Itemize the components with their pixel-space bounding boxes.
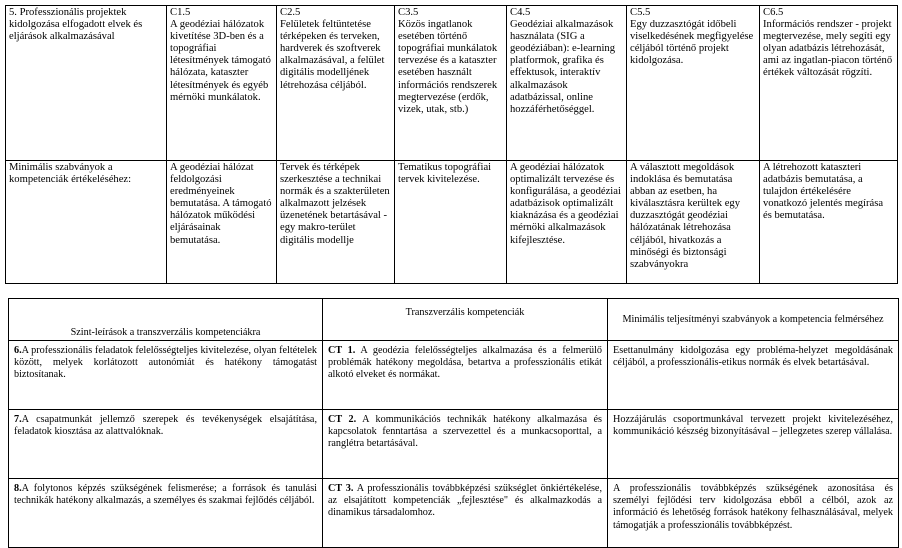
standard-cell-c1: A geodéziai hálózat feldolgozási eredményeinek bemutatása. A támogató hálózatok működési eljárásainak bemutatása. — [167, 161, 277, 284]
column-header-levels: Szint-leírások a transzverzális kompetenciákra — [9, 299, 323, 341]
competency-cell-c1 — [167, 6, 277, 161]
row-header-cell: Minimális szabványok a kompetenciák értékeléséhez: — [6, 161, 167, 284]
level-text: A professzionális feladatok felelősségteljes kivitelezése, olyan feltételek között, melyek korlátozott autonómiát és hatékony támogatást biztosítanak. — [14, 345, 317, 381]
level-text: A csapatmunkát jellemző szerepek és tevékenységek elsajátítása, feladatok kiosztása az alattvalóknak. — [14, 414, 317, 438]
ct-code: CT 2. — [328, 414, 357, 425]
ct-text: A professzionális továbbképzési szükséglet önkiértékelése, az elsajátított kompetenciák „fejlesztése" és alkalmazkodás a dinamikus társadalomhoz. — [328, 483, 602, 519]
competency-cell-c5 — [627, 6, 760, 161]
standards-row — [6, 161, 898, 284]
level-cell — [9, 341, 323, 410]
competency-text: Egy duzzasztógát időbeli viselkedésének megfigyelése céljából történő projekt kidolgozása. — [630, 19, 754, 67]
competency-cell — [323, 410, 608, 479]
ct-code: CT 3. — [328, 483, 354, 494]
competency-table — [5, 5, 898, 284]
level-number: 6. — [14, 345, 22, 356]
competency-code: C6.5 — [763, 7, 784, 18]
level-cell — [9, 479, 323, 548]
header-row — [9, 299, 899, 341]
standard-cell: Esettanulmány kidolgozása egy probléma-helyzet megoldásának céljából, a professzionális-etikus normák és elvek betartásával. — [608, 341, 899, 410]
competency-text: Közös ingatlanok esetében történő topográfiai munkálatok tervezése és a kataszter esetében használt információs rendszerek megtervezése (erdők, vizek, utak, stb.) — [398, 19, 498, 115]
ct-text: A kommunikációs technikák hatékony alkalmazása és kapcsolatok fenntartása a szervezettel és a munkacsoporttal, a ranglétra betartásával. — [328, 414, 603, 450]
table-row — [9, 341, 899, 410]
level-number: 7. — [14, 414, 22, 425]
standard-cell: A professzionális továbbképzés szükségének azonosítása és személyi fejlődési terv kidolgozása ebből a célból, azok az információ és lehetőség források hatékony felhasználásával, melyek támogatják a professzionális továbbképzést. — [608, 479, 899, 548]
competency-cell — [323, 479, 608, 548]
ct-code: CT 1. — [328, 345, 356, 356]
competency-code: C1.5 — [170, 7, 191, 18]
competency-cell — [323, 341, 608, 410]
standard-cell-c6: A létrehozott kataszteri adatbázis bemutatása, a tulajdon értékelésére vonatkozó jelentés megírása és bemutatása. — [760, 161, 898, 284]
transversal-competency-table — [8, 298, 899, 548]
standard-cell-c2: Tervek és térképek szerkesztése a technikai normák és a szakterületen alkalmazott jelzések üzenetének betartásával - egy makro-terület digitális modellje — [277, 161, 395, 284]
standard-cell-c3: Tematikus topográfiai tervek kivitelezése. — [395, 161, 507, 284]
competency-cell-c6 — [760, 6, 898, 161]
table-row — [9, 410, 899, 479]
competency-row — [6, 6, 898, 161]
column-header-standards: Minimális teljesítményi szabványok a kompetencia felmérséhez — [608, 299, 899, 341]
competency-cell-c3 — [395, 6, 507, 161]
table-row — [9, 479, 899, 548]
standard-cell-c5: A választott megoldások indoklása és bemutatása abban az esetben, ha kiválasztásra kerültek egy duzzasztógát geodéziai hálózatának létrehozása céljából, hivatkozás a minőségi és biztonsági szabványokra — [627, 161, 760, 284]
competency-text: Felületek feltüntetése térképeken és terveken, hardverek és szoftverek alkalmazásával, a felület digitális modelljének létrehozása céljából. — [280, 19, 385, 91]
level-number: 8. — [14, 483, 22, 494]
competency-text: Geodéziai alkalmazások használata (SIG a geodéziában): e-learning platformok, grafika és effektusok, interaktív alkalmazások adatbázissal, online hozzáférhetőséggel. — [510, 19, 615, 115]
standard-cell-c4: A geodéziai hálózatok optimalizált tervezése és konfigurálása, a geodéziai adatbázisok optimalizált kiaknázása és a geodéziai mérnöki alkalmazások kifejlesztése. — [507, 161, 627, 284]
row-header-cell: 5. Professzionális projektek kidolgozása elfogadott elvek és eljárások alkalmazásával — [6, 6, 167, 161]
column-header-competencies: Transzverzális kompetenciák — [323, 299, 608, 341]
competency-code: C2.5 — [280, 7, 301, 18]
level-cell — [9, 410, 323, 479]
competency-cell-c2 — [277, 6, 395, 161]
ct-text: A geodézia felelősségteljes alkalmazása és a felmerülő problémák hatékony megoldása, betartva a professzionális etikát alkotó elveket és normákat. — [328, 345, 603, 381]
level-text: A folytonos képzés szükségének felismerése; a források és tanulási technikák hatékony alkalmazás, a személyes és szakmai fejlődés céljából. — [14, 483, 317, 507]
competency-cell-c4 — [507, 6, 627, 161]
competency-text: Információs rendszer - projekt megtervezése, mely segíti egy olyan adatbázis létrehozását, ami az ingatlan-piacon történő értékek változását rögzíti. — [763, 19, 893, 79]
competency-code: C3.5 — [398, 7, 419, 18]
competency-text: A geodéziai hálózatok kivetítése 3D-ben és a topográfiai létesítmények támogató hálózata, kataszter létesítmények és egyéb mérnöki munkálatok. — [170, 19, 271, 103]
competency-code: C5.5 — [630, 7, 651, 18]
standard-cell: Hozzájárulás csoportmunkával tervezett projekt kivitelezéséhez, kommunikáció készség bizonyításával – jellegzetes szerep vállalása. — [608, 410, 899, 479]
competency-code: C4.5 — [510, 7, 531, 18]
